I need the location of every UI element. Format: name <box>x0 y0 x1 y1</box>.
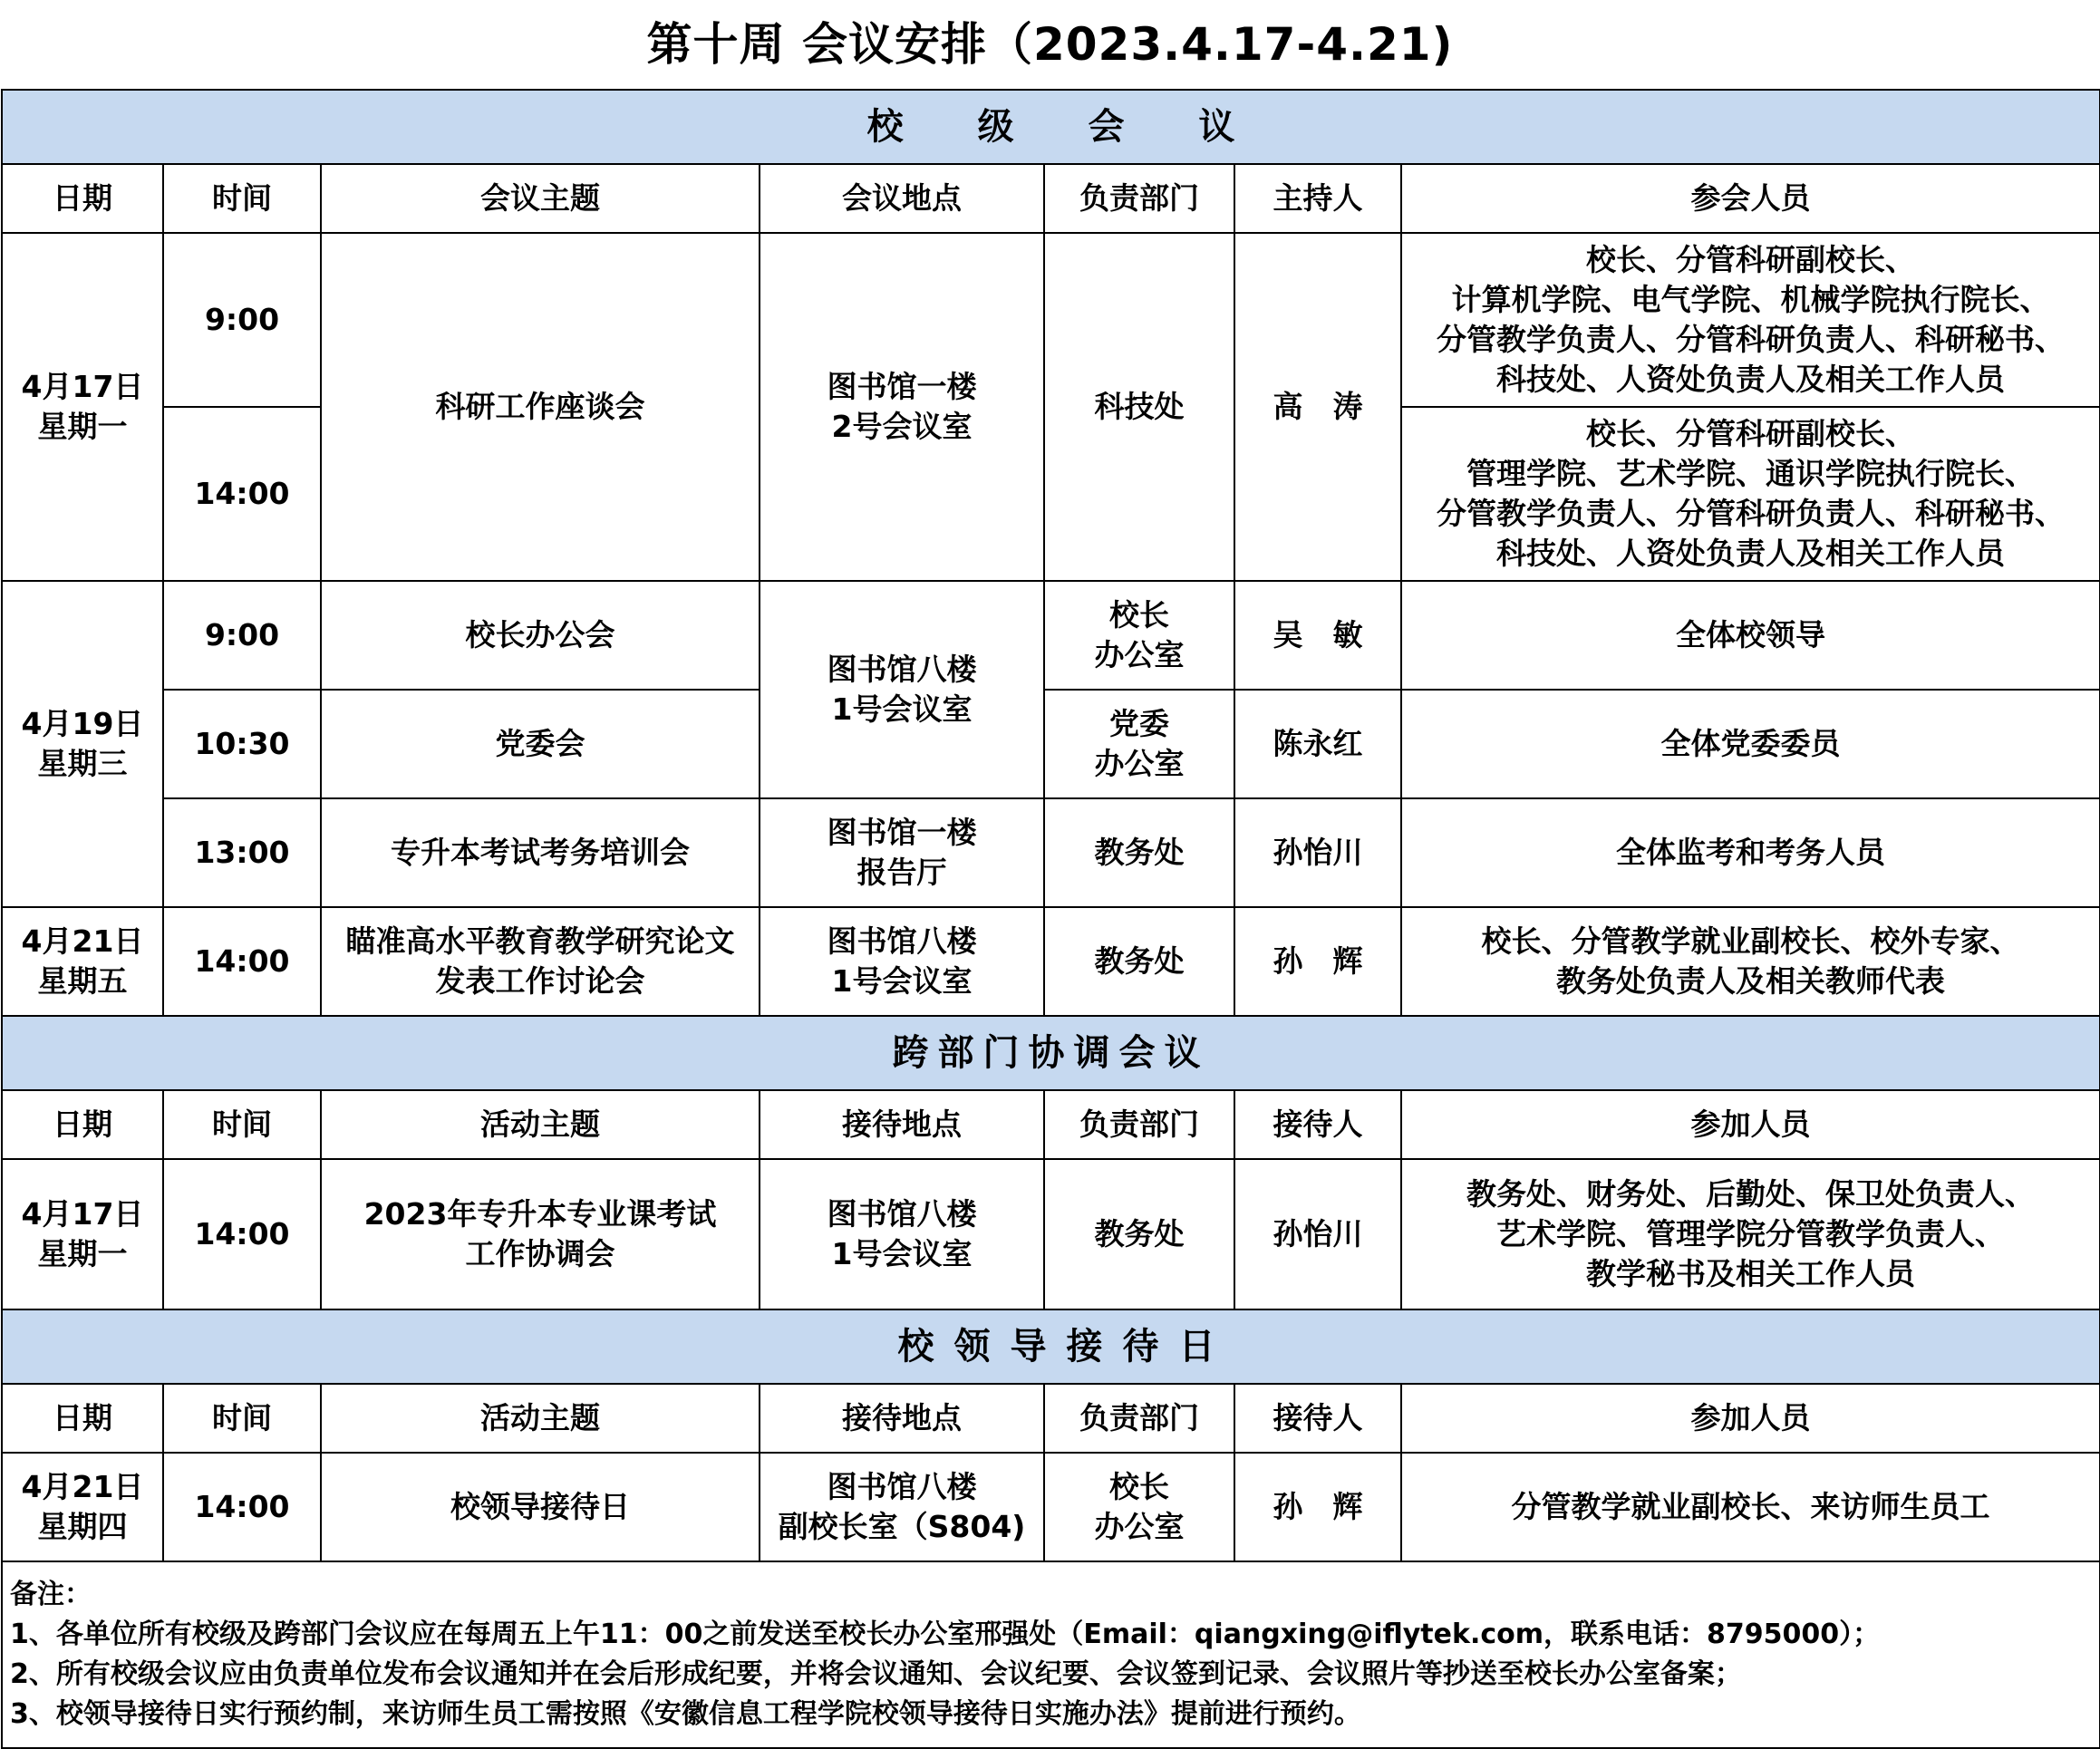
attendees-cell: 全体校领导 <box>1401 581 2100 690</box>
table-row <box>2 798 2100 907</box>
time-cell: 10:30 <box>163 690 321 798</box>
header-time: 时间 <box>163 164 321 233</box>
dept-cell: 教务处 <box>1044 907 1234 1016</box>
header-dept: 负责部门 <box>1044 1384 1234 1453</box>
time-cell: 14:00 <box>163 907 321 1016</box>
attendees-cell: 校长、分管科研副校长、 管理学院、艺术学院、通识学院执行院长、 分管教学负责人、分管科研负责人、科研秘书、 科技处、人资处负责人及相关工作人员 <box>1401 407 2100 581</box>
attendees-cell: 校长、分管科研副校长、 计算机学院、电气学院、机械学院执行院长、 分管教学负责人、分管科研负责人、科研秘书、 科技处、人资处负责人及相关工作人员 <box>1401 233 2100 407</box>
date-cell: 4月17日 星期一 <box>2 233 163 581</box>
host-cell: 孙怡川 <box>1234 798 1401 907</box>
location-cell: 图书馆八楼 1号会议室 <box>760 581 1044 798</box>
header-date: 日期 <box>2 1384 163 1453</box>
table-row <box>2 233 2100 407</box>
location-cell: 图书馆八楼 1号会议室 <box>760 907 1044 1016</box>
header-dept: 负责部门 <box>1044 164 1234 233</box>
topic-cell: 科研工作座谈会 <box>321 233 760 581</box>
header-host: 接待人 <box>1234 1090 1401 1159</box>
date-cell: 4月19日 星期三 <box>2 581 163 907</box>
attendees-cell: 全体监考和考务人员 <box>1401 798 2100 907</box>
host-cell: 高 涛 <box>1234 233 1401 581</box>
location-cell: 图书馆一楼 报告厅 <box>760 798 1044 907</box>
note-line-1: 1、各单位所有校级及跨部门会议应在每周五上午11：00之前发送至校长办公室邢强处（Email：qiangxing@iflytek.com，联系电话：8795000）； <box>10 1619 1881 1650</box>
location-cell: 图书馆八楼 副校长室（S804) <box>760 1453 1044 1561</box>
time-cell: 9:00 <box>163 581 321 690</box>
location-cell: 图书馆一楼 2号会议室 <box>760 233 1044 581</box>
notes <box>2 1561 2100 1748</box>
page-title: 第十周 会议安排（2023.4.17-4.21) <box>646 18 1454 71</box>
date-cell: 4月21日 星期四 <box>2 1453 163 1561</box>
table-row <box>2 690 2100 798</box>
header-topic: 活动主题 <box>321 1090 760 1159</box>
host-cell: 孙 辉 <box>1234 907 1401 1016</box>
attendees-cell: 分管教学就业副校长、来访师生员工 <box>1401 1453 2100 1561</box>
time-cell: 14:00 <box>163 1453 321 1561</box>
header-time: 时间 <box>163 1384 321 1453</box>
header-dept: 负责部门 <box>1044 1090 1234 1159</box>
date-cell: 4月21日 星期五 <box>2 907 163 1016</box>
header-location: 接待地点 <box>760 1384 1044 1453</box>
time-cell: 14:00 <box>163 1159 321 1309</box>
header-attendees: 参会人员 <box>1401 164 2100 233</box>
header-location: 会议地点 <box>760 164 1044 233</box>
header-date: 日期 <box>2 164 163 233</box>
section-title-school: 校 级 会 议 <box>2 90 2100 164</box>
header-topic: 活动主题 <box>321 1384 760 1453</box>
topic-cell: 党委会 <box>321 690 760 798</box>
table-row <box>2 581 2100 690</box>
note-line-2: 2、所有校级会议应由负责单位发布会议通知并在会后形成纪要，并将会议通知、会议纪要、会议签到记录、会议照片等抄送至校长办公室备案； <box>10 1658 1742 1690</box>
section-title-reception: 校领导接待日 <box>2 1309 2100 1384</box>
dept-cell: 校长 办公室 <box>1044 1453 1234 1561</box>
header-row-school <box>2 164 2100 233</box>
host-cell: 吴 敏 <box>1234 581 1401 690</box>
topic-cell: 2023年专升本专业课考试 工作协调会 <box>321 1159 760 1309</box>
topic-cell: 校领导接待日 <box>321 1453 760 1561</box>
host-cell: 陈永红 <box>1234 690 1401 798</box>
header-date: 日期 <box>2 1090 163 1159</box>
attendees-cell: 全体党委委员 <box>1401 690 2100 798</box>
schedule-table <box>1 89 2100 1749</box>
dept-cell: 教务处 <box>1044 1159 1234 1309</box>
header-row-reception <box>2 1384 2100 1453</box>
topic-cell: 瞄准高水平教育教学研究论文 发表工作讨论会 <box>321 907 760 1016</box>
time-cell: 14:00 <box>163 407 321 581</box>
header-time: 时间 <box>163 1090 321 1159</box>
time-cell: 9:00 <box>163 233 321 407</box>
dept-cell: 党委 办公室 <box>1044 690 1234 798</box>
dept-cell: 校长 办公室 <box>1044 581 1234 690</box>
header-attendees: 参加人员 <box>1401 1384 2100 1453</box>
table-row <box>2 1453 2100 1561</box>
topic-cell: 校长办公会 <box>321 581 760 690</box>
header-location: 接待地点 <box>760 1090 1044 1159</box>
dept-cell: 科技处 <box>1044 233 1234 581</box>
table-row <box>2 907 2100 1016</box>
topic-cell: 专升本考试考务培训会 <box>321 798 760 907</box>
section-title-cross: 跨部门协调会议 <box>2 1016 2100 1090</box>
header-attendees: 参加人员 <box>1401 1090 2100 1159</box>
attendees-cell: 教务处、财务处、后勤处、保卫处负责人、 艺术学院、管理学院分管教学负责人、 教学秘书及相关工作人员 <box>1401 1159 2100 1309</box>
dept-cell: 教务处 <box>1044 798 1234 907</box>
location-cell: 图书馆八楼 1号会议室 <box>760 1159 1044 1309</box>
date-cell: 4月17日 星期一 <box>2 1159 163 1309</box>
notes-label: 备注： <box>10 1579 92 1610</box>
header-host: 接待人 <box>1234 1384 1401 1453</box>
time-cell: 13:00 <box>163 798 321 907</box>
attendees-cell: 校长、分管教学就业副校长、校外专家、 教务处负责人及相关教师代表 <box>1401 907 2100 1016</box>
header-host: 主持人 <box>1234 164 1401 233</box>
table-row <box>2 1159 2100 1309</box>
header-topic: 会议主题 <box>321 164 760 233</box>
header-row-cross <box>2 1090 2100 1159</box>
host-cell: 孙 辉 <box>1234 1453 1401 1561</box>
host-cell: 孙怡川 <box>1234 1159 1401 1309</box>
note-line-3: 3、校领导接待日实行预约制，来访师生员工需按照《安徽信息工程学院校领导接待日实施办法》提前进行预约。 <box>10 1698 1361 1730</box>
